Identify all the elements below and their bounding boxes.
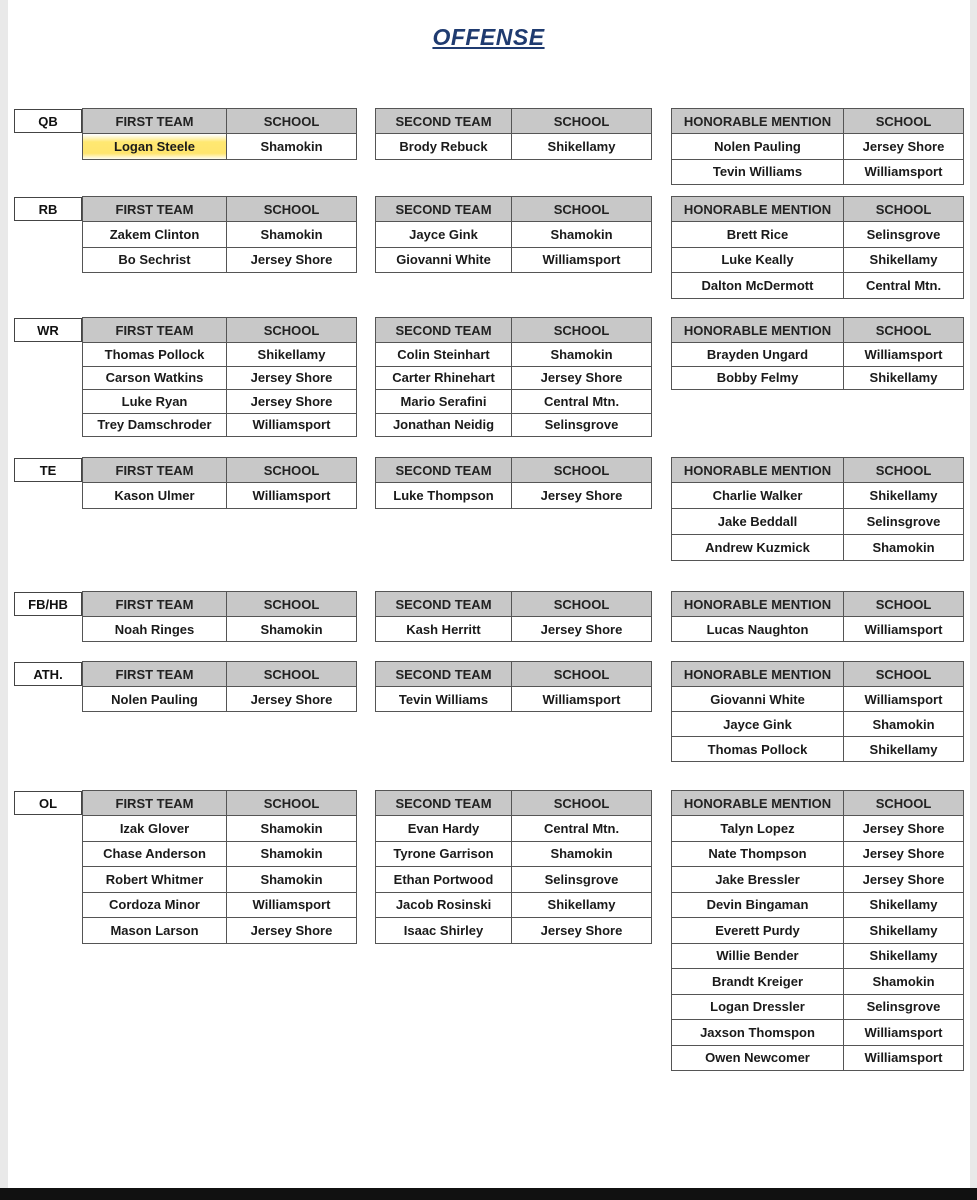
table-row — [83, 687, 357, 712]
table-row — [672, 816, 964, 842]
player-name: Isaac Shirley — [376, 918, 512, 944]
column-header-school: SCHOOL — [227, 318, 357, 343]
table-row — [672, 1020, 964, 1046]
table-row — [83, 413, 357, 437]
table-row — [376, 413, 652, 437]
table-row — [83, 617, 357, 642]
school-name: Williamsport — [844, 1020, 964, 1046]
bottom-bar — [0, 1188, 977, 1200]
player-name: Thomas Pollock — [672, 737, 844, 762]
table-row — [672, 712, 964, 737]
table-row — [376, 222, 652, 248]
te-second-team-table — [375, 457, 652, 509]
column-header-honorable-mention: HONORABLE MENTION — [672, 662, 844, 687]
column-header-first-team: FIRST TEAM — [83, 791, 227, 816]
school-name: Williamsport — [512, 687, 652, 712]
column-header-school: SCHOOL — [844, 791, 964, 816]
table-row — [672, 134, 964, 160]
player-name: Jake Beddall — [672, 509, 844, 535]
player-name: Tyrone Garrison — [376, 841, 512, 867]
school-name: Shikellamy — [844, 892, 964, 918]
player-name: Nolen Pauling — [672, 134, 844, 160]
school-name: Shikellamy — [844, 483, 964, 509]
table-row — [672, 841, 964, 867]
school-name: Williamsport — [844, 159, 964, 185]
school-name: Jersey Shore — [844, 134, 964, 160]
qb-second-team-table — [375, 108, 652, 160]
column-header-school: SCHOOL — [227, 662, 357, 687]
table-row — [83, 134, 357, 160]
column-header-honorable-mention: HONORABLE MENTION — [672, 458, 844, 483]
player-name: Brayden Ungard — [672, 343, 844, 367]
column-header-first-team: FIRST TEAM — [83, 197, 227, 222]
column-header-school: SCHOOL — [227, 592, 357, 617]
column-header-school: SCHOOL — [227, 197, 357, 222]
school-name: Jersey Shore — [512, 617, 652, 642]
player-name: Ethan Portwood — [376, 867, 512, 893]
school-name: Williamsport — [227, 892, 357, 918]
column-header-second-team: SECOND TEAM — [376, 458, 512, 483]
table-row — [672, 509, 964, 535]
school-name: Shikellamy — [844, 737, 964, 762]
table-row — [672, 867, 964, 893]
rb-honorable-mention-table — [671, 196, 964, 299]
player-name: Cordoza Minor — [83, 892, 227, 918]
school-name: Selinsgrove — [844, 509, 964, 535]
table-row — [376, 867, 652, 893]
school-name: Shamokin — [844, 712, 964, 737]
school-name: Williamsport — [844, 1045, 964, 1071]
table-row — [672, 892, 964, 918]
school-name: Jersey Shore — [227, 366, 357, 390]
school-name: Williamsport — [844, 617, 964, 642]
column-header-second-team: SECOND TEAM — [376, 791, 512, 816]
column-header-first-team: FIRST TEAM — [83, 109, 227, 134]
school-name: Shikellamy — [844, 943, 964, 969]
player-name: Mario Serafini — [376, 390, 512, 414]
player-name: Andrew Kuzmick — [672, 535, 844, 561]
table-row — [83, 222, 357, 248]
column-header-first-team: FIRST TEAM — [83, 458, 227, 483]
school-name: Selinsgrove — [844, 994, 964, 1020]
column-header-school: SCHOOL — [512, 662, 652, 687]
table-row — [83, 390, 357, 414]
column-header-school: SCHOOL — [512, 791, 652, 816]
player-name: Talyn Lopez — [672, 816, 844, 842]
school-name: Central Mtn. — [512, 816, 652, 842]
column-header-school: SCHOOL — [844, 662, 964, 687]
table-row — [672, 535, 964, 561]
player-name: Izak Glover — [83, 816, 227, 842]
school-name: Jersey Shore — [844, 816, 964, 842]
school-name: Jersey Shore — [227, 247, 357, 273]
player-name: Mason Larson — [83, 918, 227, 944]
column-header-second-team: SECOND TEAM — [376, 109, 512, 134]
position-label-wr: WR — [14, 318, 82, 342]
school-name: Jersey Shore — [844, 841, 964, 867]
table-row — [672, 366, 964, 390]
table-row — [672, 1045, 964, 1071]
highlighted-player-name: Logan Steele — [83, 134, 227, 160]
table-row — [672, 969, 964, 995]
school-name: Shamokin — [512, 841, 652, 867]
player-name: Willie Bender — [672, 943, 844, 969]
te-honorable-mention-table — [671, 457, 964, 561]
player-name: Luke Thompson — [376, 483, 512, 509]
player-name: Kason Ulmer — [83, 483, 227, 509]
school-name: Jersey Shore — [227, 390, 357, 414]
column-header-school: SCHOOL — [227, 458, 357, 483]
table-row — [672, 343, 964, 367]
table-row — [672, 943, 964, 969]
school-name: Jersey Shore — [844, 867, 964, 893]
qb-honorable-mention-table — [671, 108, 964, 185]
player-name: Tevin Williams — [376, 687, 512, 712]
table-row — [376, 366, 652, 390]
column-header-first-team: FIRST TEAM — [83, 318, 227, 343]
column-header-school: SCHOOL — [844, 197, 964, 222]
player-name: Trey Damschroder — [83, 413, 227, 437]
school-name: Jersey Shore — [512, 483, 652, 509]
table-row — [376, 390, 652, 414]
column-header-honorable-mention: HONORABLE MENTION — [672, 592, 844, 617]
school-name: Shamokin — [512, 343, 652, 367]
school-name: Williamsport — [227, 483, 357, 509]
te-first-team-table — [82, 457, 357, 509]
player-name: Owen Newcomer — [672, 1045, 844, 1071]
player-name: Dalton McDermott — [672, 273, 844, 299]
column-header-second-team: SECOND TEAM — [376, 318, 512, 343]
table-row — [376, 687, 652, 712]
qb-first-team-table — [82, 108, 357, 160]
school-name: Shamokin — [227, 816, 357, 842]
column-header-second-team: SECOND TEAM — [376, 662, 512, 687]
player-name: Nolen Pauling — [83, 687, 227, 712]
table-row — [83, 867, 357, 893]
player-name: Giovanni White — [376, 247, 512, 273]
column-header-honorable-mention: HONORABLE MENTION — [672, 109, 844, 134]
table-row — [672, 247, 964, 273]
ol-first-team-table — [82, 790, 357, 944]
column-header-second-team: SECOND TEAM — [376, 197, 512, 222]
school-name: Williamsport — [844, 687, 964, 712]
player-name: Jayce Gink — [376, 222, 512, 248]
rb-second-team-table — [375, 196, 652, 273]
table-row — [83, 366, 357, 390]
fb-hb-first-team-table — [82, 591, 357, 642]
column-header-school: SCHOOL — [512, 109, 652, 134]
school-name: Jersey Shore — [512, 366, 652, 390]
player-name: Nate Thompson — [672, 841, 844, 867]
column-header-school: SCHOOL — [844, 458, 964, 483]
column-header-honorable-mention: HONORABLE MENTION — [672, 197, 844, 222]
player-name: Jaxson Thomspon — [672, 1020, 844, 1046]
rb-first-team-table — [82, 196, 357, 273]
ol-second-team-table — [375, 790, 652, 944]
table-row — [83, 918, 357, 944]
player-name: Noah Ringes — [83, 617, 227, 642]
position-label-ol: OL — [14, 791, 82, 815]
school-name: Selinsgrove — [844, 222, 964, 248]
player-name: Zakem Clinton — [83, 222, 227, 248]
wr-first-team-table — [82, 317, 357, 437]
school-name: Shamokin — [512, 222, 652, 248]
school-name: Selinsgrove — [512, 413, 652, 437]
player-name: Robert Whitmer — [83, 867, 227, 893]
player-name: Jayce Gink — [672, 712, 844, 737]
school-name: Selinsgrove — [512, 867, 652, 893]
player-name: Giovanni White — [672, 687, 844, 712]
column-header-school: SCHOOL — [844, 592, 964, 617]
column-header-school: SCHOOL — [844, 109, 964, 134]
table-row — [83, 483, 357, 509]
column-header-second-team: SECOND TEAM — [376, 592, 512, 617]
position-label-qb: QB — [14, 109, 82, 133]
table-row — [83, 892, 357, 918]
player-name: Brody Rebuck — [376, 134, 512, 160]
table-row — [672, 617, 964, 642]
school-name: Williamsport — [844, 343, 964, 367]
school-name: Shamokin — [844, 535, 964, 561]
player-name: Everett Purdy — [672, 918, 844, 944]
school-name: Shikellamy — [227, 343, 357, 367]
player-name: Luke Ryan — [83, 390, 227, 414]
player-name: Lucas Naughton — [672, 617, 844, 642]
ath-honorable-mention-table — [671, 661, 964, 762]
fb-hb-second-team-table — [375, 591, 652, 642]
wr-second-team-table — [375, 317, 652, 437]
ath-first-team-table — [82, 661, 357, 712]
player-name: Colin Steinhart — [376, 343, 512, 367]
column-header-school: SCHOOL — [227, 109, 357, 134]
column-header-school: SCHOOL — [512, 318, 652, 343]
player-name: Carson Watkins — [83, 366, 227, 390]
school-name: Shamokin — [227, 134, 357, 160]
player-name: Kash Herritt — [376, 617, 512, 642]
position-label-fb-hb: FB/HB — [14, 592, 82, 616]
table-row — [376, 816, 652, 842]
ath-second-team-table — [375, 661, 652, 712]
school-name: Williamsport — [227, 413, 357, 437]
school-name: Shikellamy — [512, 134, 652, 160]
table-row — [376, 483, 652, 509]
fb-hb-honorable-mention-table — [671, 591, 964, 642]
player-name: Brandt Kreiger — [672, 969, 844, 995]
player-name: Logan Dressler — [672, 994, 844, 1020]
position-label-te: TE — [14, 458, 82, 482]
column-header-honorable-mention: HONORABLE MENTION — [672, 791, 844, 816]
column-header-first-team: FIRST TEAM — [83, 592, 227, 617]
school-name: Shikellamy — [844, 366, 964, 390]
column-header-honorable-mention: HONORABLE MENTION — [672, 318, 844, 343]
player-name: Tevin Williams — [672, 159, 844, 185]
school-name: Shikellamy — [844, 918, 964, 944]
table-row — [83, 247, 357, 273]
school-name: Jersey Shore — [227, 687, 357, 712]
player-name: Chase Anderson — [83, 841, 227, 867]
school-name: Shamokin — [844, 969, 964, 995]
table-row — [83, 343, 357, 367]
player-name: Evan Hardy — [376, 816, 512, 842]
school-name: Shamokin — [227, 617, 357, 642]
player-name: Luke Keally — [672, 247, 844, 273]
position-label-rb: RB — [14, 197, 82, 221]
player-name: Charlie Walker — [672, 483, 844, 509]
school-name: Shamokin — [227, 222, 357, 248]
column-header-school: SCHOOL — [512, 458, 652, 483]
table-row — [376, 343, 652, 367]
table-row — [672, 994, 964, 1020]
column-header-school: SCHOOL — [512, 197, 652, 222]
school-name: Central Mtn. — [512, 390, 652, 414]
wr-honorable-mention-table — [671, 317, 964, 390]
school-name: Shikellamy — [844, 247, 964, 273]
player-name: Thomas Pollock — [83, 343, 227, 367]
table-row — [672, 159, 964, 185]
school-name: Shamokin — [227, 841, 357, 867]
column-header-school: SCHOOL — [844, 318, 964, 343]
table-row — [376, 617, 652, 642]
player-name: Brett Rice — [672, 222, 844, 248]
table-row — [672, 273, 964, 299]
column-header-first-team: FIRST TEAM — [83, 662, 227, 687]
table-row — [672, 737, 964, 762]
player-name: Carter Rhinehart — [376, 366, 512, 390]
player-name: Jake Bressler — [672, 867, 844, 893]
table-row — [376, 134, 652, 160]
table-row — [376, 892, 652, 918]
table-row — [83, 816, 357, 842]
table-row — [376, 841, 652, 867]
table-row — [376, 918, 652, 944]
school-name: Shikellamy — [512, 892, 652, 918]
table-row — [672, 918, 964, 944]
school-name: Central Mtn. — [844, 273, 964, 299]
column-header-school: SCHOOL — [227, 791, 357, 816]
player-name: Bobby Felmy — [672, 366, 844, 390]
school-name: Williamsport — [512, 247, 652, 273]
table-row — [672, 222, 964, 248]
position-label-ath: ATH. — [14, 662, 82, 686]
school-name: Shamokin — [227, 867, 357, 893]
ol-honorable-mention-table — [671, 790, 964, 1071]
player-name: Bo Sechrist — [83, 247, 227, 273]
column-header-school: SCHOOL — [512, 592, 652, 617]
school-name: Jersey Shore — [512, 918, 652, 944]
table-row — [672, 687, 964, 712]
player-name: Jacob Rosinski — [376, 892, 512, 918]
page-title: OFFENSE — [432, 24, 545, 50]
table-row — [376, 247, 652, 273]
player-name: Jonathan Neidig — [376, 413, 512, 437]
school-name: Jersey Shore — [227, 918, 357, 944]
table-row — [83, 841, 357, 867]
player-name: Devin Bingaman — [672, 892, 844, 918]
table-row — [672, 483, 964, 509]
